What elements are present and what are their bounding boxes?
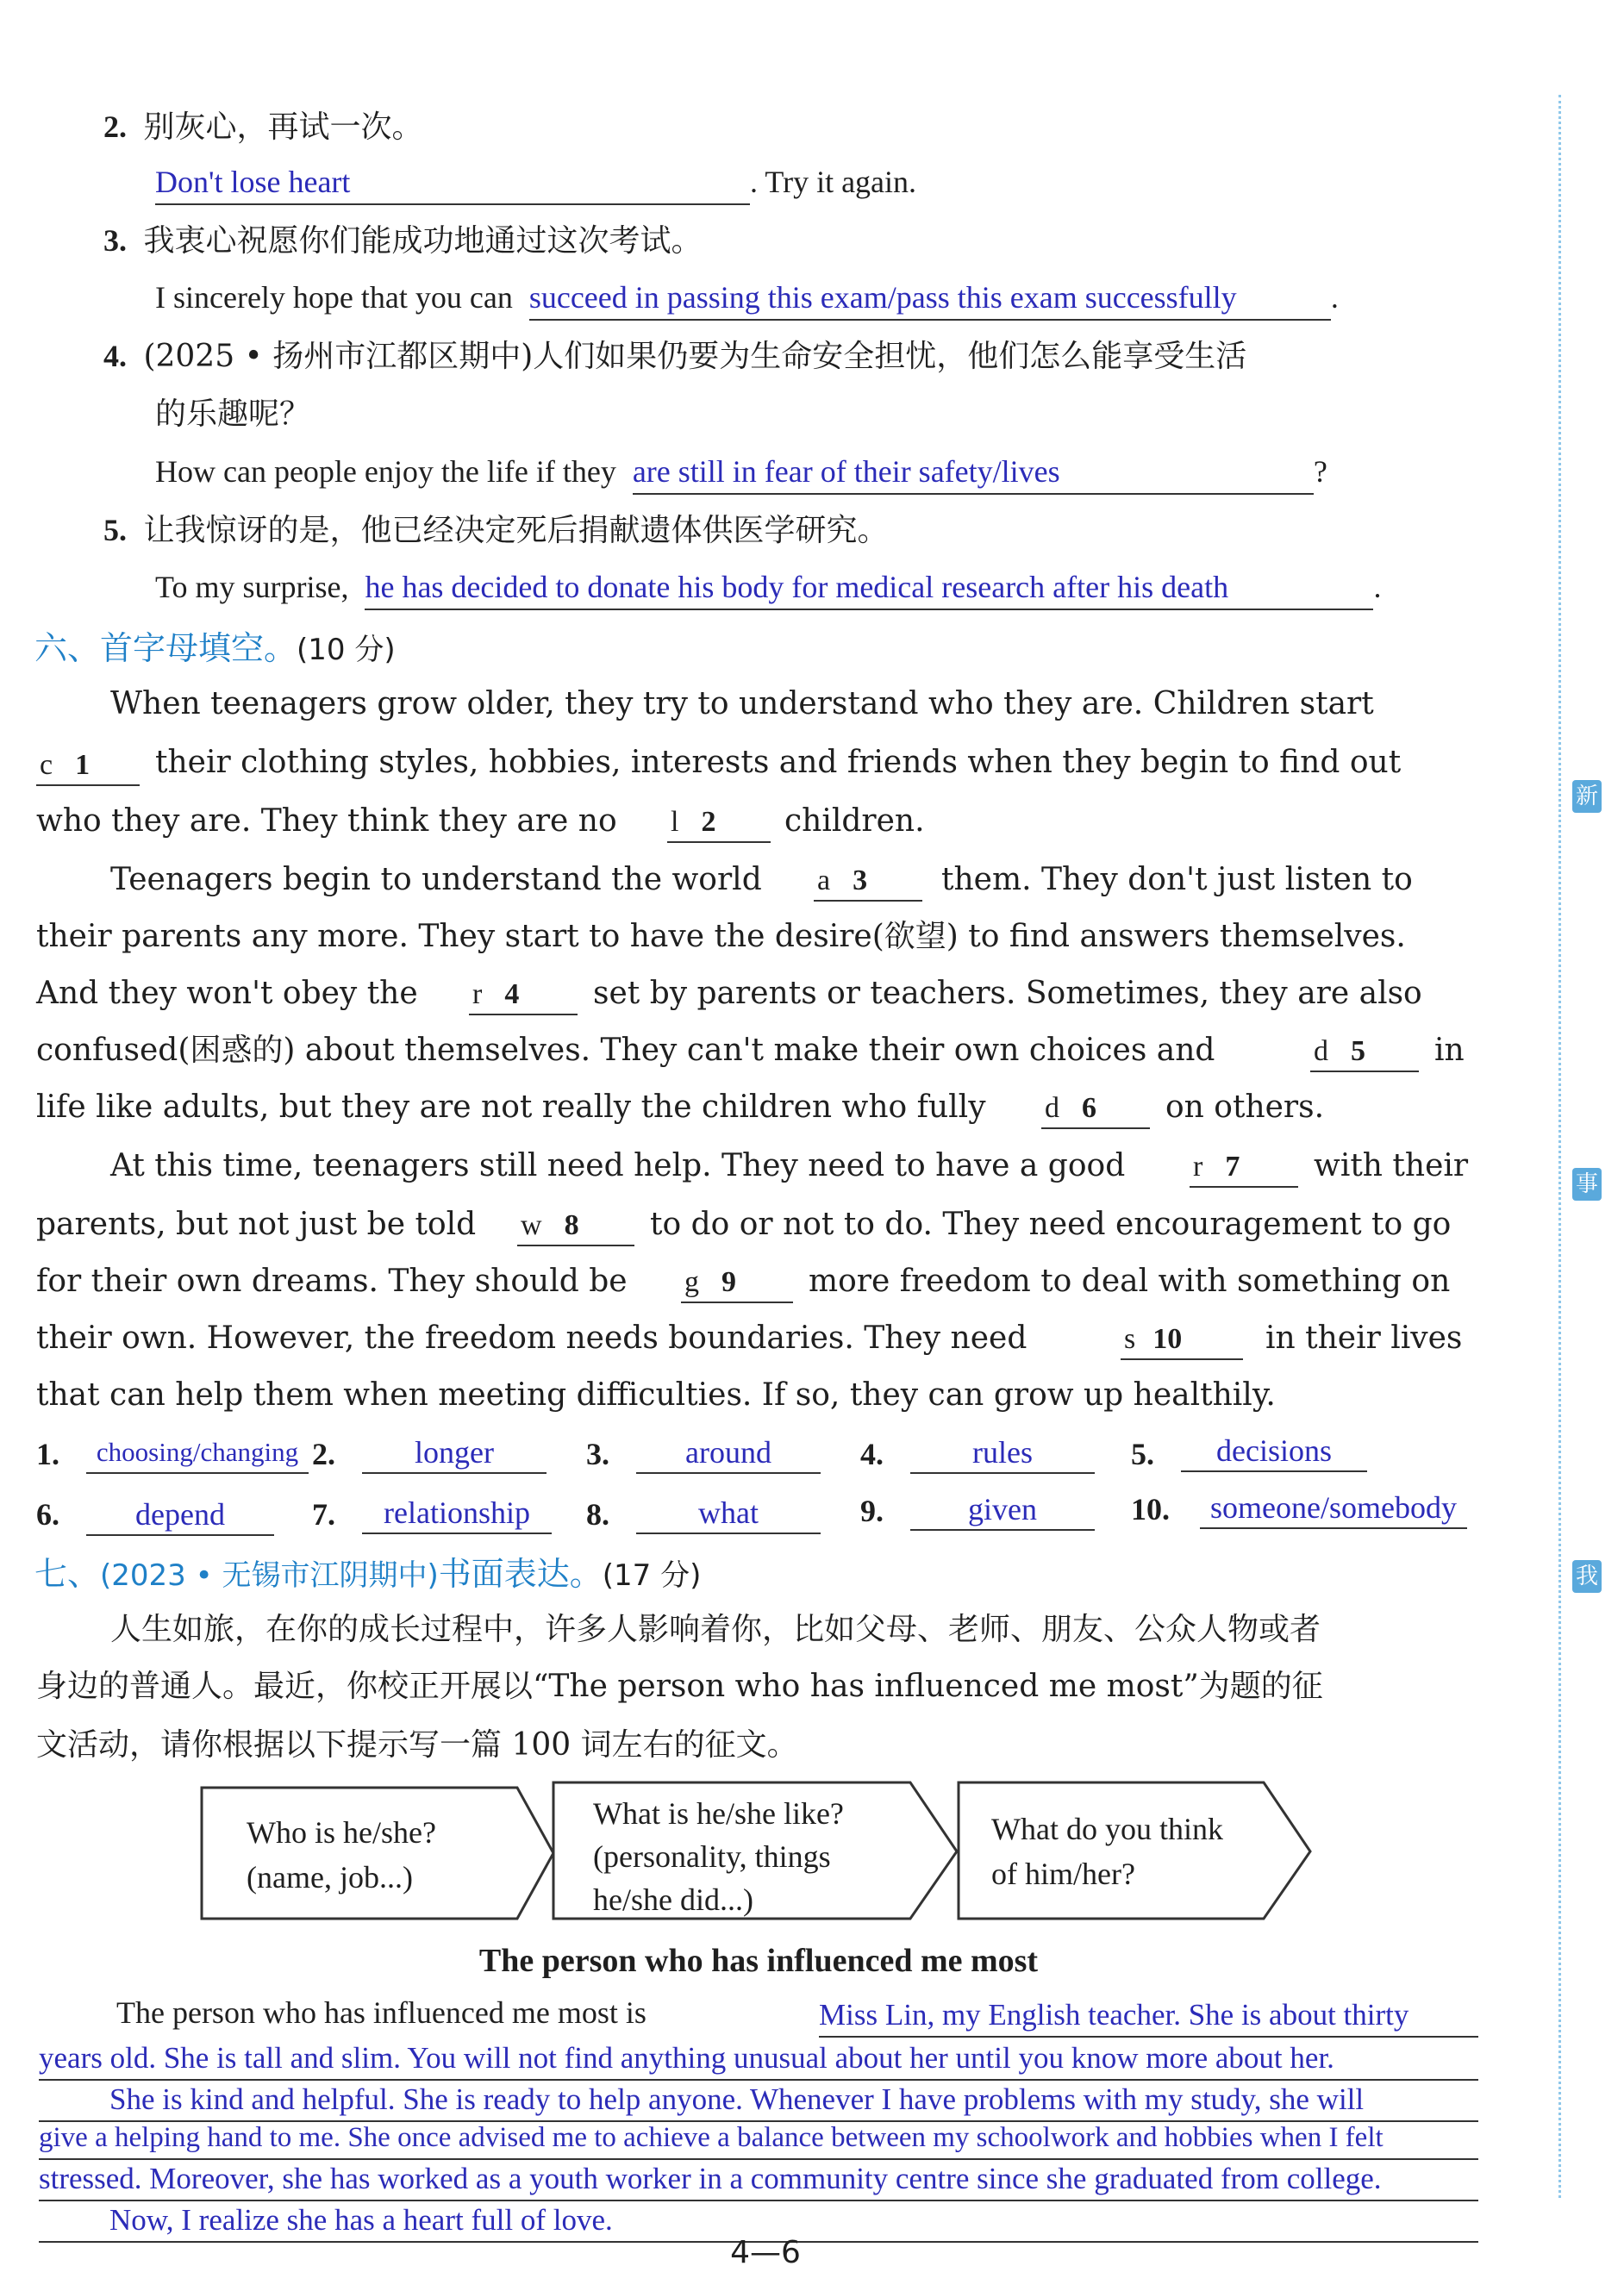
flow-2-line-2: (personality, things [593, 1839, 831, 1874]
essay-prefix: The person who has influenced me most is [116, 1995, 646, 2030]
q5-prompt: 5. 让我惊讶的是，他已经决定死后捐献遗体供医学研究。 [103, 513, 889, 548]
essay-line-6: Now, I realize she has a heart full of love. [39, 2200, 1478, 2243]
flow-2-line-1: What is he/she like? [593, 1796, 844, 1831]
answer-label-1: 1. [36, 1437, 59, 1471]
s6-line-8a: life like adults, but they are not really the children who fully [36, 1089, 986, 1125]
answer-6: depend [86, 1495, 274, 1536]
answer-label-2: 2. [312, 1437, 335, 1471]
flow-1-line-1: Who is he/she? [247, 1815, 436, 1850]
q4-answer-line: How can people enjoy the life if they are still in fear of their safety/lives ? [155, 450, 1327, 495]
answer-label-8: 8. [586, 1497, 609, 1532]
s6-line-3a: who they are. They think they are no [36, 803, 617, 839]
blank-6: d 6 [1041, 1089, 1150, 1129]
blank-1: c 1 [36, 746, 140, 786]
s6-line-9a: At this time, teenagers still need help. They need to have a good [110, 1148, 1126, 1183]
flow-1-line-2: (name, job...) [247, 1860, 413, 1895]
blank-2: l 2 [667, 803, 771, 843]
q3-answer-line: I sincerely hope that you can succeed in passing this exam/pass this exam successfully . [155, 276, 1339, 321]
answer-8: what [636, 1493, 821, 1534]
answer-label-6: 6. [36, 1497, 59, 1532]
q5-answer: he has decided to donate his body for medical research after his death [365, 565, 1373, 610]
answer-label-10: 10. [1131, 1492, 1170, 1526]
side-tab-1: 新 [1572, 780, 1602, 813]
q2-answer-line: Don't lose heart . Try it again. [155, 160, 916, 205]
margin-dotted-rule [1558, 95, 1561, 2198]
answer-2: longer [362, 1433, 547, 1474]
answer-7: relationship [362, 1493, 552, 1534]
answer-10: someone/somebody [1200, 1488, 1467, 1529]
blank-3: a 3 [814, 862, 922, 902]
s6-line-5: their parents any more. They start to have the desire(欲望) to find answers themselves. [36, 919, 1406, 954]
side-tab-2: 事 [1572, 1168, 1602, 1201]
essay-line-3: She is kind and helpful. She is ready to help anyone. Whenever I have problems with my study, she will [39, 2079, 1478, 2122]
s6-line-10b: to do or not to do. They need encouragement to go [650, 1207, 1452, 1242]
q4-answer: are still in fear of their safety/lives [633, 450, 1314, 495]
page-number: 4—6 [730, 2235, 801, 2270]
answer-label-9: 9. [860, 1494, 884, 1528]
essay-line-1: Miss Lin, my English teacher. She is about thirty [819, 1994, 1478, 2038]
q4-prompt: 4. (2025 • 扬州市江都区期中)人们如果仍要为生命安全担忧，他们怎么能享受生活 [103, 339, 1247, 374]
blank-4: r 4 [469, 976, 578, 1015]
s6-line-4a: Teenagers begin to understand the world [110, 862, 762, 897]
blank-5: d 5 [1310, 1033, 1419, 1072]
q2-prompt: 2. 别灰心，再试一次。 [103, 109, 423, 145]
answer-3: around [636, 1433, 821, 1474]
flow-3-line-2: of him/her? [991, 1857, 1135, 1891]
s6-line-12a: their own. However, the freedom needs boundaries. They need [36, 1320, 1027, 1356]
s6-line-11b: more freedom to deal with something on [809, 1264, 1451, 1299]
section6-heading: 六、首字母填空。(10 分) [34, 629, 396, 667]
flow-3-line-1: What do you think [991, 1812, 1223, 1846]
blank-9: g 9 [681, 1264, 793, 1303]
s7-prompt-2: 身边的普通人。最近，你校正开展以“The person who has influenced me most”为题的征 [36, 1669, 1323, 1704]
s6-line-7a: confused(困惑的) about themselves. They can't make their own choices and [36, 1033, 1215, 1068]
s6-line-7b: in [1434, 1033, 1465, 1068]
side-tab-3: 我 [1572, 1560, 1602, 1593]
essay-line-5: stressed. Moreover, she has worked as a youth worker in a community centre since she graduated from college. [39, 2158, 1478, 2201]
section7-heading: 七、(2023 • 无锡市江阴期中)书面表达。(17 分) [34, 1555, 702, 1593]
q4-prompt-cont: 的乐趣呢？ [155, 396, 311, 432]
s6-line-8b: on others. [1165, 1089, 1325, 1125]
answer-1: choosing/changing [86, 1433, 309, 1474]
s7-prompt-3: 文活动，请你根据以下提示写一篇 100 词左右的征文。 [36, 1727, 798, 1763]
flow-2-line-3: he/she did...) [593, 1882, 753, 1917]
q3-prompt: 3. 我衷心祝愿你们能成功地通过这次考试。 [103, 223, 703, 259]
essay-line-4: give a helping hand to me. She once advised me to achieve a balance between my schoolwork and hobbies when I felt [39, 2117, 1478, 2160]
s6-line-13: that can help them when meeting difficulties. If so, they can grow up healthily. [36, 1377, 1276, 1413]
s6-line-9b: with their [1314, 1148, 1469, 1183]
s6-line-11a: for their own dreams. They should be [36, 1264, 628, 1299]
s6-line-10a: parents, but not just be told [36, 1207, 477, 1242]
answer-label-5: 5. [1131, 1437, 1154, 1471]
s7-prompt-1: 人生如旅，在你的成长过程中，许多人影响着你，比如父母、老师、朋友、公众人物或者 [110, 1612, 1321, 1647]
blank-10: s 10 [1121, 1320, 1243, 1360]
q2-answer: Don't lose heart [155, 160, 750, 205]
answer-label-3: 3. [586, 1437, 609, 1471]
essay-line-2: years old. She is tall and slim. You will not find anything unusual about her until you know more about her. [39, 2038, 1478, 2081]
s6-line-1: When teenagers grow older, they try to understand who they are. Children start [110, 686, 1374, 721]
answer-5: decisions [1181, 1431, 1367, 1472]
s6-line-12b: in their lives [1265, 1320, 1463, 1356]
q3-answer: succeed in passing this exam/pass this exam successfully [529, 276, 1331, 321]
answer-9: given [910, 1489, 1095, 1531]
q5-answer-line: To my surprise, he has decided to donate his body for medical research after his death . [155, 565, 1381, 610]
s6-line-6b: set by parents or teachers. Sometimes, they are also [593, 976, 1422, 1011]
answer-label-4: 4. [860, 1437, 884, 1471]
s6-line-4b: them. They don't just listen to [941, 862, 1413, 897]
answer-label-7: 7. [312, 1497, 335, 1532]
answer-4: rules [910, 1433, 1095, 1474]
blank-8: w 8 [517, 1207, 634, 1246]
s6-line-6a: And they won't obey the [36, 976, 418, 1011]
blank-7: r 7 [1190, 1148, 1298, 1188]
s6-line-3b: children. [784, 803, 925, 839]
essay-title: The person who has influenced me most [478, 1943, 1039, 1979]
s6-line-2: their clothing styles, hobbies, interests and friends when they begin to find out [155, 745, 1402, 780]
